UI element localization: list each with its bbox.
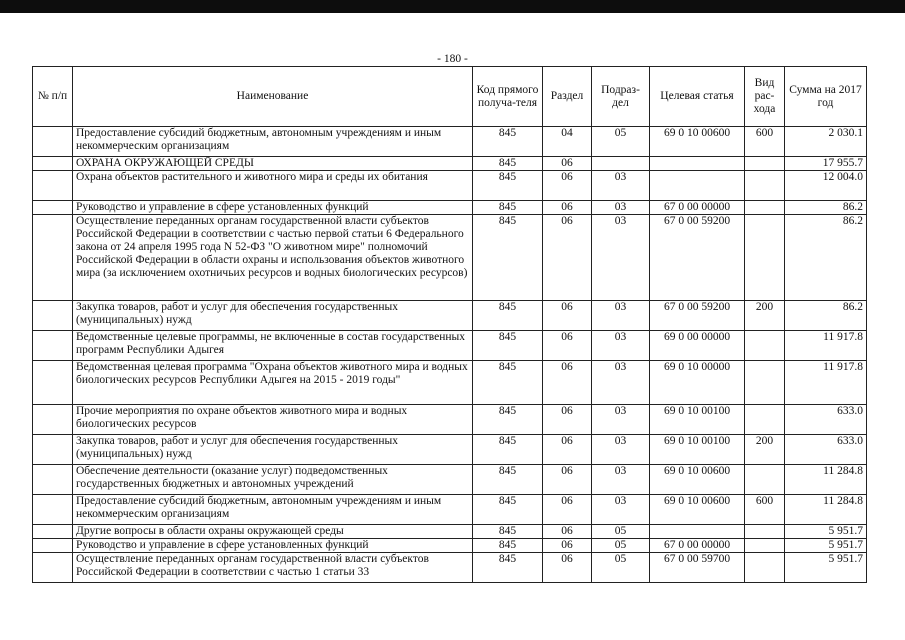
table-row <box>33 539 867 553</box>
header-name: Наименование <box>73 67 473 127</box>
cell-subsection: 05 <box>592 539 650 553</box>
cell-section: 06 <box>543 525 592 539</box>
cell-target: 69 0 10 00600 <box>650 495 745 525</box>
header-section: Раздел <box>543 67 592 127</box>
cell-code: 845 <box>473 361 543 405</box>
cell-name: Закупка товаров, работ и услуг для обеспечения государственных (муниципальных) нужд <box>73 435 473 465</box>
cell-code: 845 <box>473 553 543 583</box>
cell-type <box>745 215 785 301</box>
cell-sum: 11 284.8 <box>785 495 867 525</box>
cell-sum: 5 951.7 <box>785 525 867 539</box>
cell-code: 845 <box>473 201 543 215</box>
cell-sum: 5 951.7 <box>785 553 867 583</box>
header-type: Вид рас-хода <box>745 67 785 127</box>
cell-section: 06 <box>543 539 592 553</box>
cell-name: Закупка товаров, работ и услуг для обеспечения государственных (муниципальных) нужд <box>73 301 473 331</box>
table-row <box>33 301 867 331</box>
cell-name: Ведомственные целевые программы, не включенные в состав государственных программ Республики Адыгея <box>73 331 473 361</box>
cell-num <box>33 539 73 553</box>
cell-type <box>745 171 785 201</box>
table-row <box>33 157 867 171</box>
cell-section: 06 <box>543 171 592 201</box>
cell-type: 600 <box>745 495 785 525</box>
cell-type: 200 <box>745 301 785 331</box>
table-row <box>33 201 867 215</box>
header-subsection: Подраз-дел <box>592 67 650 127</box>
cell-num <box>33 127 73 157</box>
cell-target: 67 0 00 59700 <box>650 553 745 583</box>
cell-subsection: 03 <box>592 201 650 215</box>
table-row <box>33 127 867 157</box>
cell-sum: 12 004.0 <box>785 171 867 201</box>
cell-subsection: 03 <box>592 495 650 525</box>
table-row <box>33 495 867 525</box>
cell-section: 06 <box>543 361 592 405</box>
cell-section: 06 <box>543 495 592 525</box>
cell-sum: 86.2 <box>785 215 867 301</box>
cell-type <box>745 525 785 539</box>
cell-section: 04 <box>543 127 592 157</box>
cell-num <box>33 157 73 171</box>
cell-code: 845 <box>473 127 543 157</box>
table-row <box>33 215 867 301</box>
cell-sum: 5 951.7 <box>785 539 867 553</box>
cell-target: 69 0 10 00600 <box>650 127 745 157</box>
cell-num <box>33 171 73 201</box>
cell-num <box>33 331 73 361</box>
cell-section: 06 <box>543 201 592 215</box>
header-target: Целевая статья <box>650 67 745 127</box>
cell-num <box>33 525 73 539</box>
cell-sum: 11 284.8 <box>785 465 867 495</box>
cell-type <box>745 539 785 553</box>
cell-num <box>33 465 73 495</box>
cell-subsection: 05 <box>592 553 650 583</box>
cell-code: 845 <box>473 171 543 201</box>
cell-type: 600 <box>745 127 785 157</box>
cell-name: Осуществление переданных органам государственной власти субъектов Российской Федерации в соответствии с частью первой статьи 6 Федерального закона от 24 апреля 1995 года N 52-ФЗ "О животном мире" полномочий Российской Федерации в области охраны и использования объектов животного мира (за исключением охотничьих ресурсов и водных биологических ресурсов) <box>73 215 473 301</box>
cell-num <box>33 201 73 215</box>
cell-subsection: 03 <box>592 465 650 495</box>
cell-name: Осуществление переданных органам государственной власти субъектов Российской Федерации в соответствии с частью 1 статьи 33 <box>73 553 473 583</box>
cell-sum: 86.2 <box>785 201 867 215</box>
table-row <box>33 553 867 583</box>
cell-sum: 633.0 <box>785 435 867 465</box>
cell-section: 06 <box>543 405 592 435</box>
cell-code: 845 <box>473 525 543 539</box>
cell-name: Предоставление субсидий бюджетным, автономным учреждениям и иным некоммерческим организациям <box>73 127 473 157</box>
cell-sum: 17 955.7 <box>785 157 867 171</box>
cell-type <box>745 405 785 435</box>
cell-code: 845 <box>473 157 543 171</box>
cell-code: 845 <box>473 405 543 435</box>
cell-subsection: 03 <box>592 435 650 465</box>
cell-subsection: 03 <box>592 215 650 301</box>
table-row <box>33 361 867 405</box>
cell-type <box>745 361 785 405</box>
cell-code: 845 <box>473 301 543 331</box>
cell-target: 67 0 00 59200 <box>650 301 745 331</box>
cell-num <box>33 405 73 435</box>
cell-section: 06 <box>543 435 592 465</box>
cell-target <box>650 171 745 201</box>
cell-subsection: 03 <box>592 171 650 201</box>
cell-target: 69 0 00 00000 <box>650 331 745 361</box>
table-row <box>33 525 867 539</box>
cell-target: 67 0 00 00000 <box>650 539 745 553</box>
page-number: - 180 - <box>437 53 468 65</box>
cell-code: 845 <box>473 465 543 495</box>
cell-sum: 11 917.8 <box>785 361 867 405</box>
cell-code: 845 <box>473 539 543 553</box>
cell-name: Ведомственная целевая программа "Охрана объектов животного мира и водных биологических ресурсов Республики Адыгея на 2015 - 2019 годы" <box>73 361 473 405</box>
cell-target: 69 0 10 00100 <box>650 435 745 465</box>
cell-name: ОХРАНА ОКРУЖАЮЩЕЙ СРЕДЫ <box>73 157 473 171</box>
cell-name: Прочие мероприятия по охране объектов животного мира и водных биологических ресурсов <box>73 405 473 435</box>
table-row <box>33 465 867 495</box>
cell-subsection <box>592 157 650 171</box>
cell-target: 69 0 10 00100 <box>650 405 745 435</box>
scan-top-border <box>0 0 905 13</box>
cell-num <box>33 361 73 405</box>
cell-type <box>745 331 785 361</box>
table-row <box>33 331 867 361</box>
cell-num <box>33 215 73 301</box>
cell-type <box>745 465 785 495</box>
cell-sum: 633.0 <box>785 405 867 435</box>
table-row <box>33 171 867 201</box>
cell-subsection: 03 <box>592 331 650 361</box>
cell-target: 67 0 00 00000 <box>650 201 745 215</box>
cell-target: 69 0 10 00600 <box>650 465 745 495</box>
cell-code: 845 <box>473 215 543 301</box>
cell-name: Охрана объектов растительного и животного мира и среды их обитания <box>73 171 473 201</box>
cell-name: Руководство и управление в сфере установленных функций <box>73 539 473 553</box>
cell-name: Предоставление субсидий бюджетным, автономным учреждениям и иным некоммерческим организациям <box>73 495 473 525</box>
cell-sum: 86.2 <box>785 301 867 331</box>
header-num: № п/п <box>33 67 73 127</box>
cell-num <box>33 301 73 331</box>
header-code: Код прямого получа-теля <box>473 67 543 127</box>
cell-type <box>745 201 785 215</box>
cell-sum: 2 030.1 <box>785 127 867 157</box>
budget-table <box>32 66 867 583</box>
cell-name: Другие вопросы в области охраны окружающей среды <box>73 525 473 539</box>
cell-subsection: 05 <box>592 525 650 539</box>
cell-name: Руководство и управление в сфере установленных функций <box>73 201 473 215</box>
table-row <box>33 405 867 435</box>
cell-code: 845 <box>473 331 543 361</box>
table-row <box>33 435 867 465</box>
cell-type <box>745 157 785 171</box>
cell-code: 845 <box>473 435 543 465</box>
cell-type <box>745 553 785 583</box>
cell-section: 06 <box>543 215 592 301</box>
cell-num <box>33 435 73 465</box>
cell-subsection: 05 <box>592 127 650 157</box>
cell-subsection: 03 <box>592 361 650 405</box>
cell-type: 200 <box>745 435 785 465</box>
cell-section: 06 <box>543 465 592 495</box>
cell-section: 06 <box>543 553 592 583</box>
cell-section: 06 <box>543 301 592 331</box>
cell-section: 06 <box>543 157 592 171</box>
cell-target <box>650 525 745 539</box>
cell-sum: 11 917.8 <box>785 331 867 361</box>
cell-code: 845 <box>473 495 543 525</box>
cell-target <box>650 157 745 171</box>
header-sum: Сумма на 2017 год <box>785 67 867 127</box>
cell-subsection: 03 <box>592 301 650 331</box>
cell-target: 67 0 00 59200 <box>650 215 745 301</box>
cell-subsection: 03 <box>592 405 650 435</box>
cell-num <box>33 495 73 525</box>
cell-name: Обеспечение деятельности (оказание услуг) подведомственных государственных бюджетных и автономных учреждений <box>73 465 473 495</box>
cell-section: 06 <box>543 331 592 361</box>
cell-num <box>33 553 73 583</box>
cell-target: 69 0 10 00000 <box>650 361 745 405</box>
